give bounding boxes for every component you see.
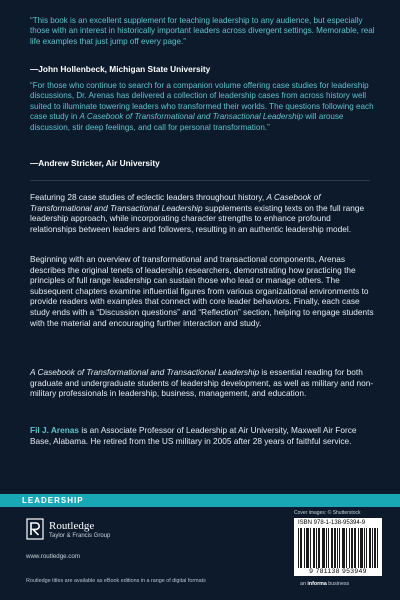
barcode-digits: 9 781138 953949 xyxy=(309,568,367,575)
barcode-bar xyxy=(346,528,347,568)
ebook-note: Routledge titles are available as eBook editions in a range of digital formats xyxy=(26,578,206,584)
barcode-bar xyxy=(313,528,314,568)
barcode-bar xyxy=(358,528,359,568)
barcode-bar xyxy=(306,528,307,568)
barcode-bar xyxy=(351,528,352,568)
barcode-bar xyxy=(349,528,350,568)
description-paragraph-3 xyxy=(30,367,375,399)
author-name: Fil J. Arenas xyxy=(30,425,80,435)
barcode-bar xyxy=(361,528,362,568)
barcode-bar xyxy=(344,528,345,568)
barcode-bar xyxy=(339,528,340,568)
description-paragraph-2: Beginning with an overview of transformational and transactional components, Arenas describes the original tenets of leadership researchers, demonstrating how practicing the principles of full range leadership can sustain those who lead or manage others. The subsequent chapters examine influential figures from various organizational environments to provide readers with examples that connect with core leader behaviors. Finally, each case study ends with a “Discussion questions” and “Reflection” section, helping to engage students with the material and encouraging further interaction and study. xyxy=(30,254,374,328)
barcode-bar xyxy=(360,528,361,568)
review-attribution-2: —Andrew Stricker, Air University xyxy=(30,158,160,168)
barcode-bar xyxy=(372,528,373,568)
isbn-label: ISBN 978-1-138-95394-9 xyxy=(298,520,366,526)
barcode-bar xyxy=(316,528,317,568)
barcode-bar xyxy=(307,528,308,568)
review-quote-2-text-end: will arouse discussion, stir deep feelings, and call for personal transformation.” xyxy=(30,112,344,132)
routledge-logo-icon xyxy=(26,518,44,540)
barcode-bar xyxy=(304,528,305,568)
barcode-bar xyxy=(323,528,324,568)
barcode-bar xyxy=(334,528,335,568)
publisher-website: www.routledge.com xyxy=(26,553,80,560)
barcode-bar xyxy=(366,528,367,568)
barcode-bar xyxy=(337,528,338,568)
barcode-bar xyxy=(300,528,301,568)
informa-business xyxy=(300,581,349,587)
category-label: LEADERSHIP xyxy=(22,495,84,505)
book-title-inline: A Casebook of Transformational and Transactional Leadership xyxy=(30,192,321,213)
cover-credit: Cover images: © Shutterstock xyxy=(294,510,361,516)
barcode-bar xyxy=(374,528,375,568)
business-name: informa xyxy=(307,581,327,587)
barcode-bar xyxy=(362,528,363,568)
publisher-subtitle: Taylor & Francis Group xyxy=(49,533,111,539)
business-prefix: an xyxy=(300,581,308,587)
barcode-bar xyxy=(310,528,311,568)
barcode-bar xyxy=(308,528,309,568)
book-title-inline: A Casebook of Transformational and Transactional Leadership xyxy=(30,367,260,377)
barcode-bar xyxy=(364,528,365,568)
barcode-bar xyxy=(318,528,319,568)
review-quote-2 xyxy=(30,81,375,133)
barcode-bar xyxy=(355,528,356,568)
book-title-inline: A Casebook of Transformational and Transactional Leadership xyxy=(79,112,303,122)
barcode-bar xyxy=(319,528,320,568)
barcode-bar xyxy=(375,528,376,568)
barcode-bar xyxy=(352,528,353,568)
publisher-name: Routledge xyxy=(49,520,95,532)
barcode-bar xyxy=(298,528,299,568)
review-attribution-1: —John Hollenbeck, Michigan State University xyxy=(30,64,211,74)
barcode-bar xyxy=(354,528,355,568)
barcode-bar xyxy=(322,528,323,568)
barcode-bar xyxy=(343,528,344,568)
category-bar xyxy=(0,494,400,507)
barcode-bar xyxy=(326,528,327,568)
barcode-bar xyxy=(324,528,325,568)
author-bio xyxy=(30,425,375,446)
barcode-bar xyxy=(369,528,370,568)
description-paragraph-1 xyxy=(30,192,375,234)
barcode-bar xyxy=(335,528,336,568)
barcode-bar xyxy=(328,528,329,568)
barcode-bars xyxy=(298,528,378,568)
business-suffix: business xyxy=(326,581,350,587)
barcode-bar xyxy=(332,528,333,568)
barcode-bar xyxy=(314,528,315,568)
barcode-bar xyxy=(377,528,378,568)
barcode-bar xyxy=(370,528,371,568)
review-quote-2-text: “For those who continue to search for a companion volume offering case studies for leadership discussions, Dr. Arenas has delivered a collection of leadership cases from across history well suited to illuminate towering leaders who transformed their worlds. The questions following each case study in xyxy=(30,81,374,122)
review-quote-1: “This book is an excellent supplement for teaching leadership to any audience, but especially those with an interest in historically important leaders across divergent settings. Memorable, real life examples that just jump off every page.” xyxy=(30,16,375,46)
isbn-barcode xyxy=(294,518,382,576)
author-bio-text: is an Associate Professor of Leadership at Air University, Maxwell Air Force Base, Alabama. He retired from the US military in 2005 after 28 years of faithful service. xyxy=(30,425,357,446)
description-text-end: supplements existing texts on the full range leadership approach, while incorporating character strengths to enhance profound relationships between leaders and followers, resulting in an authentic leadership model. xyxy=(30,202,365,234)
barcode-bar xyxy=(342,528,343,568)
barcode-bar xyxy=(331,528,332,568)
barcode-bar xyxy=(301,528,302,568)
description-text-end: is essential reading for both graduate and undergraduate students of leadership development, as well as military and non-military professionals in leadership, business, management, and education. xyxy=(30,367,374,399)
description-text: Featuring 28 case studies of eclectic leaders throughout history, xyxy=(30,192,267,202)
divider xyxy=(30,180,370,181)
